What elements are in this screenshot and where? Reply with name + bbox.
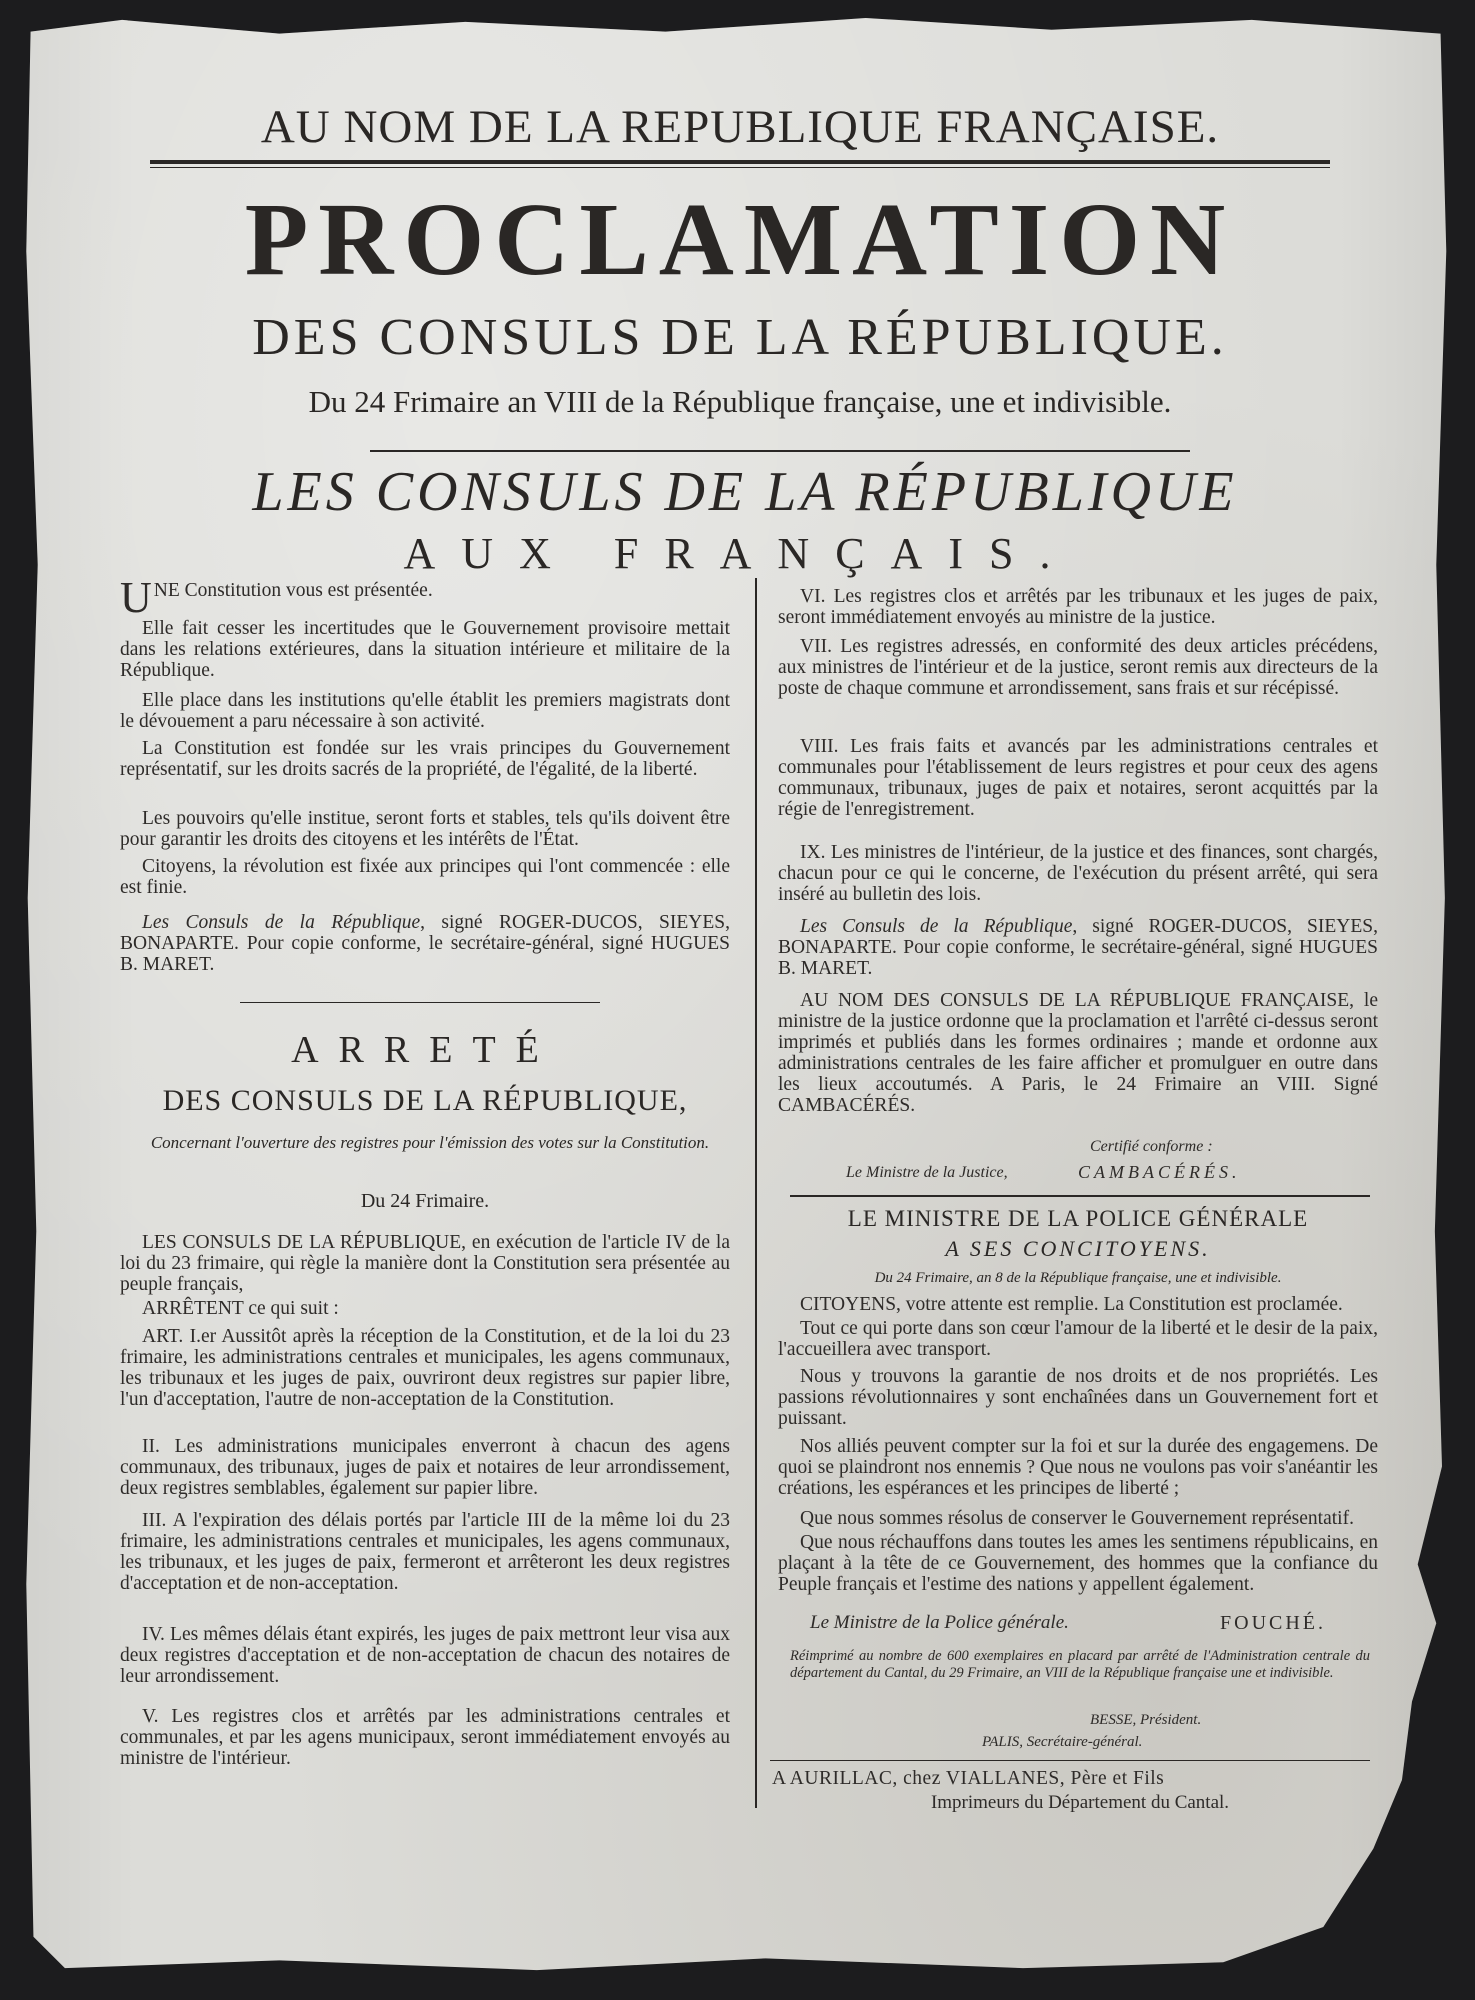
arrete-arretent: ARRÊTENT ce qui suit :: [142, 1298, 339, 1319]
left-paragraph-4: La Constitution est fondée sur les vrais principes du Gouvernement représentatif, sur les droits sacrés de la propriété, de l'égalité, de la liberté.: [120, 738, 730, 780]
police-para-2: Tout ce qui porte dans son cœur l'amour de la liberté et le desir de la paix, l'accueillera avec transport.: [778, 1318, 1378, 1360]
right-signature-text: , signé ROGER-DUCOS, SIEYES, BONAPARTE. Pour copie conforme, le secrétaire-général, signé HUGUES B. MARET.: [778, 916, 1378, 979]
fouche-signature: FOUCHÉ.: [1220, 1612, 1327, 1634]
ministre-justice-label: Le Ministre de la Justice,: [846, 1164, 1008, 1181]
right-signature-italic: Les Consuls de la République: [800, 916, 1073, 937]
imprint-line-2: Imprimeurs du Département du Cantal.: [930, 1792, 1230, 1813]
header-rule-thin: [150, 167, 1330, 168]
police-para-5: Que nous sommes résolus de conserver le Gouvernement représentatif.: [800, 1508, 1354, 1529]
left-signature: [120, 912, 730, 975]
arrete-preamble: LES CONSULS DE LA RÉPUBLIQUE, en exécution de l'article IV de la loi du 23 frimaire, qui règle la manière dont la Constitution sera présentée au peuple français,: [120, 1232, 730, 1295]
arrete-subtitle: DES CONSULS DE LA RÉPUBLIQUE,: [162, 1084, 688, 1117]
left-paragraph-5: Les pouvoirs qu'elle institue, seront forts et stables, tels qu'ils doivent être pour garantir les droits des citoyens et les intérêts de l'État.: [120, 808, 730, 850]
arrete-title: ARRETÉ: [291, 1029, 559, 1071]
left-paragraph-2: Elle fait cesser les incertitudes que le Gouvernement provisoire mettait dans les relations extérieures, dans la situation intérieure et militaire de la République.: [120, 618, 730, 681]
column-divider: [755, 578, 757, 1808]
proclamation-title: PROCLAMATION: [244, 182, 1236, 297]
left-paragraph-1: [120, 573, 730, 622]
arrete-article-1: ART. I.er Aussitôt après la réception de la Constitution, et de la loi du 23 frimaire, les administrations centrales et municipales, les agens communaux, les tribunaux et les juges de paix, ouvriront deux registres sur papier libre, l'un d'acceptation, l'autre de non-acceptation de la Constitution.: [120, 1326, 730, 1410]
police-date: Du 24 Frimaire, an 8 de la République française, une et indivisible.: [874, 1270, 1282, 1286]
police-para-6: Que nous réchauffons dans toutes les ames les sentimens républicains, en plaçant à la tête de ce Gouvernement, des hommes que la confiance du Peuple français et l'estime des nations y appellent également.: [778, 1532, 1378, 1595]
arrete-article-4: IV. Les mêmes délais étant expirés, les juges de paix mettront leur visa aux deux registres d'acceptation et de non-acceptation de chacun des notaires de leur arrondissement.: [120, 1624, 730, 1687]
palis-signature: PALIS, Secrétaire-général.: [982, 1734, 1143, 1750]
arrete-date: Du 24 Frimaire.: [360, 1190, 490, 1212]
imprint-line-1: A AURILLAC, chez VIALLANES, Père et Fils: [772, 1768, 1165, 1789]
right-article-6: VI. Les registres clos et arrêtés par les tribunaux et les juges de paix, seront immédiatement envoyés au ministre de la justice.: [778, 586, 1378, 628]
arrete-article-2: II. Les administrations municipales enverront à chacun des agens communaux, des tribunaux, juges de paix et notaires de leur arrondissement, deux registres semblables, également sur papier libre.: [120, 1436, 730, 1499]
right-article-8: VIII. Les frais faits et avancés par les administrations centrales et communales pour l'établissement de leurs registres et pour ceux des agens communaux, tribunaux, juges de paix et notaires, seront acquittés par la régie de l'enregistrement.: [778, 736, 1378, 820]
arrete-article-5: V. Les registres clos et arrêtés par les administrations centrales et communales, et par les agens municipaux, seront immédiatement envoyés au ministre de l'intérieur.: [120, 1706, 730, 1769]
right-article-7: VII. Les registres adressés, en conformité des deux articles précédens, aux ministres de l'intérieur et de la justice, seront remis aux directeurs de la poste de chaque commune et arrondissement, sans frais et sur récépissé.: [778, 636, 1378, 699]
imprint-rule: [770, 1760, 1370, 1761]
police-title: LE MINISTRE DE LA POLICE GÉNÉRALE: [847, 1206, 1309, 1231]
drop-cap: U: [120, 573, 152, 622]
arrete-article-3: III. A l'expiration des délais portés par l'article III de la même loi du 23 frimaire, les administrations centrales et municipales, les agens communaux, les tribunaux, et les juges de paix, fermeront et arrêteront les deux registres d'acceptation et de non-acceptation.: [120, 1510, 730, 1594]
left-paragraph-3: Elle place dans les institutions qu'elle établit les premiers magistrats dont le dévouement a paru nécessaire à son activité.: [120, 690, 730, 732]
cambaceres-signature: CAMBACÉRÉS.: [1078, 1162, 1241, 1182]
right-section-rule: [790, 1195, 1370, 1197]
proclamation-date: Du 24 Frimaire an VIII de la République française, une et indivisible.: [308, 384, 1172, 419]
left-signature-italic: Les Consuls de la République: [142, 912, 421, 933]
left-paragraph-6: Citoyens, la révolution est fixée aux principes qui l'ont commencée : elle est finie.: [120, 856, 730, 898]
reimprime-note: Réimprimé au nombre de 600 exemplaires en placard par arrêté de l'Administration centrale du département du Cantal, du 29 Frimaire, an VIII de la République française une et indivisible.: [790, 1648, 1370, 1681]
date-rule: [370, 450, 1190, 452]
header-rule-thick: [150, 160, 1330, 164]
police-signature-label: Le Ministre de la Police générale.: [810, 1612, 1069, 1633]
left-section-rule: [240, 1002, 600, 1003]
besse-signature: BESSE, Président.: [1090, 1712, 1202, 1728]
arrete-concern: Concernant l'ouverture des registres pour l'émission des votes sur la Constitution.: [150, 1133, 710, 1152]
police-subtitle: A SES CONCITOYENS.: [945, 1236, 1211, 1261]
consuls-heading: DES CONSULS DE LA RÉPUBLIQUE.: [252, 309, 1228, 366]
ministre-justice-order: AU NOM DES CONSULS DE LA RÉPUBLIQUE FRANÇAISE, le ministre de la justice ordonne que la proclamation et l'arrêté ci-dessus seront imprimés et publiés dans les formes ordinaires ; mande et ordonne aux administrations centrales de les faire afficher et promulguer en outre dans les lieux accoutumés. A Paris, le 24 Frimaire an VIII. Signé CAMBACÉRÉS.: [778, 990, 1378, 1116]
police-para-3: Nous y trouvons la garantie de nos droits et de nos propriétés. Les passions révolutionnaires y sont enchaînées dans un Gouvernement fort et puissant.: [778, 1366, 1378, 1429]
police-para-1: CITOYENS, votre attente est remplie. La Constitution est proclamée.: [800, 1294, 1343, 1315]
right-signature: [778, 916, 1378, 979]
header-title-line: AU NOM DE LA REPUBLIQUE FRANÇAISE.: [260, 101, 1220, 153]
left-p1-text: NE Constitution vous est présentée.: [153, 580, 433, 601]
certifie-conforme: Certifié conforme :: [1090, 1138, 1213, 1155]
right-article-9: IX. Les ministres de l'intérieur, de la justice et des finances, sont chargés, chacun pour ce qui le concerne, de l'exécution du présent arrêté, qui sera inséré au bulletin des lois.: [778, 842, 1378, 905]
police-para-4: Nos alliés peuvent compter sur la foi et sur la durée des engagemens. De quoi se plaindront nos ennemis ? Que nous ne voulons pas voir s'anéantir les créations, les espérances et les principes de liberté ;: [778, 1436, 1378, 1499]
aux-francais-heading: AUX FRANÇAIS.: [403, 529, 1077, 578]
italic-consuls-heading: LES CONSULS DE LA RÉPUBLIQUE: [252, 461, 1238, 523]
left-signature-text: , signé ROGER-DUCOS, SIEYES, BONAPARTE. Pour copie conforme, le secrétaire-général, signé HUGUES B. MARET.: [120, 912, 730, 975]
